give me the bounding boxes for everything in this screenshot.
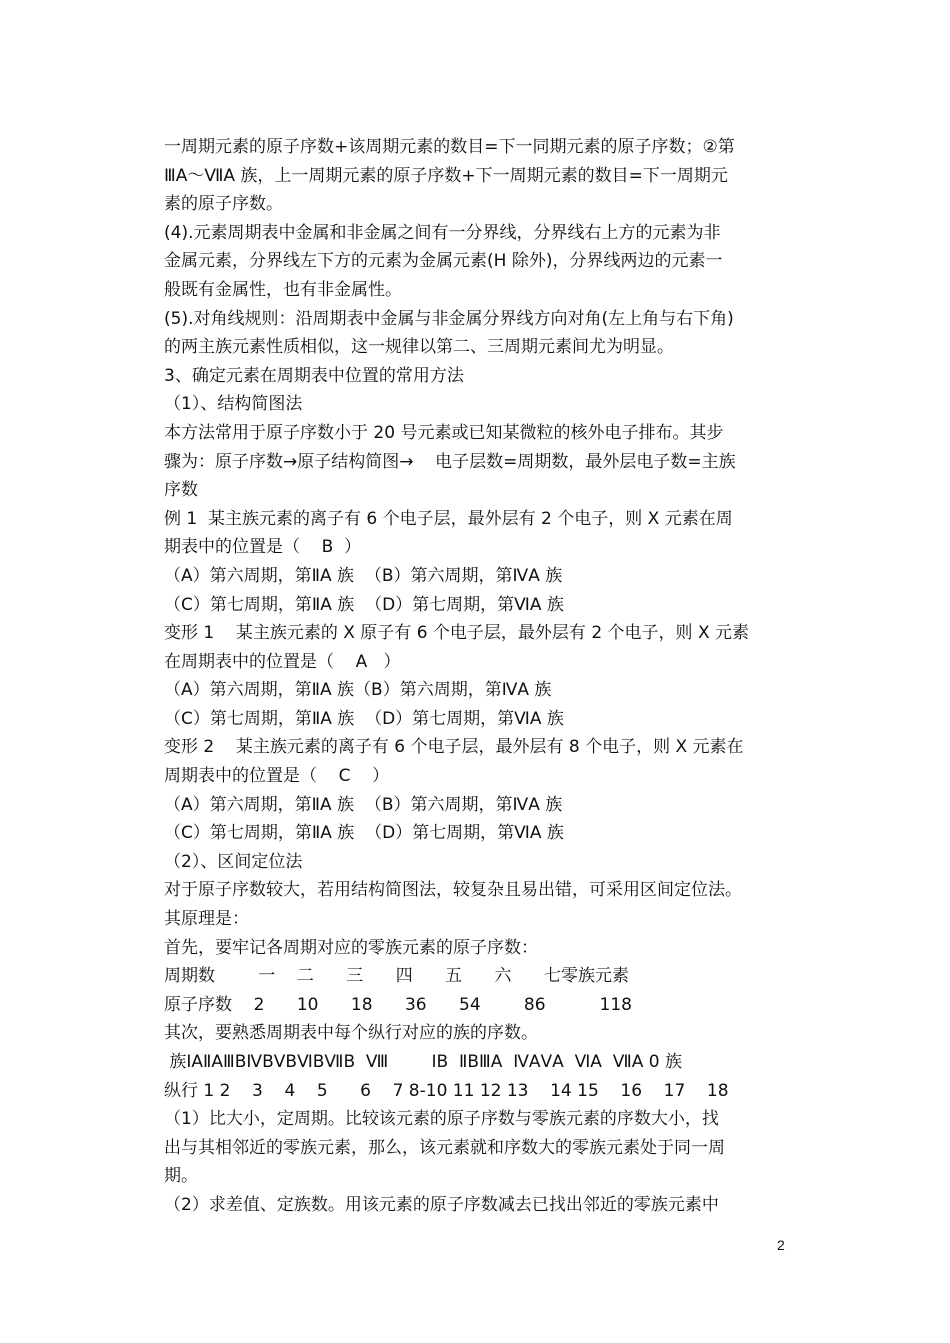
text-line: （A）第六周期，第ⅡA 族（B）第六周期，第ⅣA 族 (164, 680, 552, 701)
text-line: 对于原子序数较大，若用结构简图法，较复杂且易出错，可采用区间定位法。 (164, 880, 742, 901)
text-line: 其原理是： (164, 909, 249, 930)
text-line: 本方法常用于原子序数小于 20 号元素或已知某微粒的核外电子排布。其步 (164, 422, 724, 443)
page-number: 2 (777, 1237, 785, 1253)
text-line: 骤为：原子序数→原子结构简图→ 电子层数=周期数，最外层电子数=主族 (164, 451, 736, 472)
text-line: 一周期元素的原子序数+该周期元素的数目=下一同期元素的原子序数；②第 (164, 137, 735, 157)
text-line: 3、确定元素在周期表中位置的常用方法 (164, 365, 464, 386)
text-line: 周期表中的位置是（ C ） (164, 766, 390, 787)
text-line: （C）第七周期，第ⅡA 族 （D）第七周期，第ⅥA 族 (164, 823, 564, 844)
text-line: 变形 1 某主族元素的 X 原子有 6 个电子层，最外层有 2 个电子，则 X 元素 (164, 623, 749, 644)
text-line: （A）第六周期，第ⅡA 族 （B）第六周期，第ⅣA 族 (164, 565, 563, 586)
text-line: ⅢA～ⅦA 族，上一周期元素的原子序数+下一周期元素的数目=下一周期元 (164, 165, 728, 186)
text-line: 的两主族元素性质相似，这一规律以第二、三周期元素间尤为明显。 (164, 337, 674, 358)
text-line: 首先，要牢记各周期对应的零族元素的原子序数： (164, 937, 538, 958)
text-line: 序数 (164, 480, 198, 501)
text-line: 在周期表中的位置是（ A ） (164, 651, 401, 672)
text-line: （2）、区间定位法 (164, 851, 303, 872)
text-line: (4).元素周期表中金属和非金属之间有一分界线，分界线右上方的元素为非 (164, 222, 721, 243)
text-line: 族ⅠAⅡAⅢBⅣBⅤBⅥBⅦB Ⅷ ⅠB ⅡBⅢA ⅣAⅤA ⅥA ⅦA 0 族 (164, 1052, 682, 1072)
text-line: 例 1 某主族元素的离子有 6 个电子层，最外层有 2 个电子，则 X 元素在周 (164, 508, 733, 529)
text-line: 金属元素，分界线左下方的元素为金属元素(H 除外)，分界线两边的元素一 (164, 251, 723, 272)
page-body (164, 133, 789, 1220)
text-line: （2）求差值、定族数。用该元素的原子序数减去已找出邻近的零族元素中 (164, 1194, 719, 1215)
text-line: 出与其相邻近的零族元素，那么，该元素就和序数大的零族元素处于同一周 (164, 1137, 725, 1158)
text-line: （1）、结构简图法 (164, 394, 303, 415)
text-line: （1）比大小，定周期。比较该元素的原子序数与零族元素的序数大小，找 (164, 1109, 719, 1130)
text-line: （C）第七周期，第ⅡA 族 （D）第七周期，第ⅥA 族 (164, 708, 564, 729)
text-line: 变形 2 某主族元素的离子有 6 个电子层，最外层有 8 个电子，则 X 元素在 (164, 737, 744, 758)
text-line: 周期数 一 二 三 四 五 六 七零族元素 (164, 966, 629, 987)
text-line: 期。 (164, 1166, 198, 1187)
text-line: (5).对角线规则：沿周期表中金属与非金属分界线方向对角(左上角与右下角) (164, 308, 734, 329)
text-line: 素的原子序数。 (164, 194, 283, 215)
text-line: 原子序数 2 10 18 36 54 86 118 (164, 994, 632, 1015)
text-line: 般既有金属性，也有非金属性。 (164, 279, 402, 300)
text-line: （A）第六周期，第ⅡA 族 （B）第六周期，第ⅣA 族 (164, 794, 563, 815)
text-line: 纵行 1 2 3 4 5 6 7 8-10 11 12 13 14 15 16 17 18 (164, 1080, 729, 1101)
text-line: 其次，要熟悉周期表中每个纵行对应的族的序数。 (164, 1023, 538, 1044)
text-line: （C）第七周期，第ⅡA 族 （D）第七周期，第ⅥA 族 (164, 594, 564, 615)
text-line: 期表中的位置是（ B ） (164, 537, 362, 558)
